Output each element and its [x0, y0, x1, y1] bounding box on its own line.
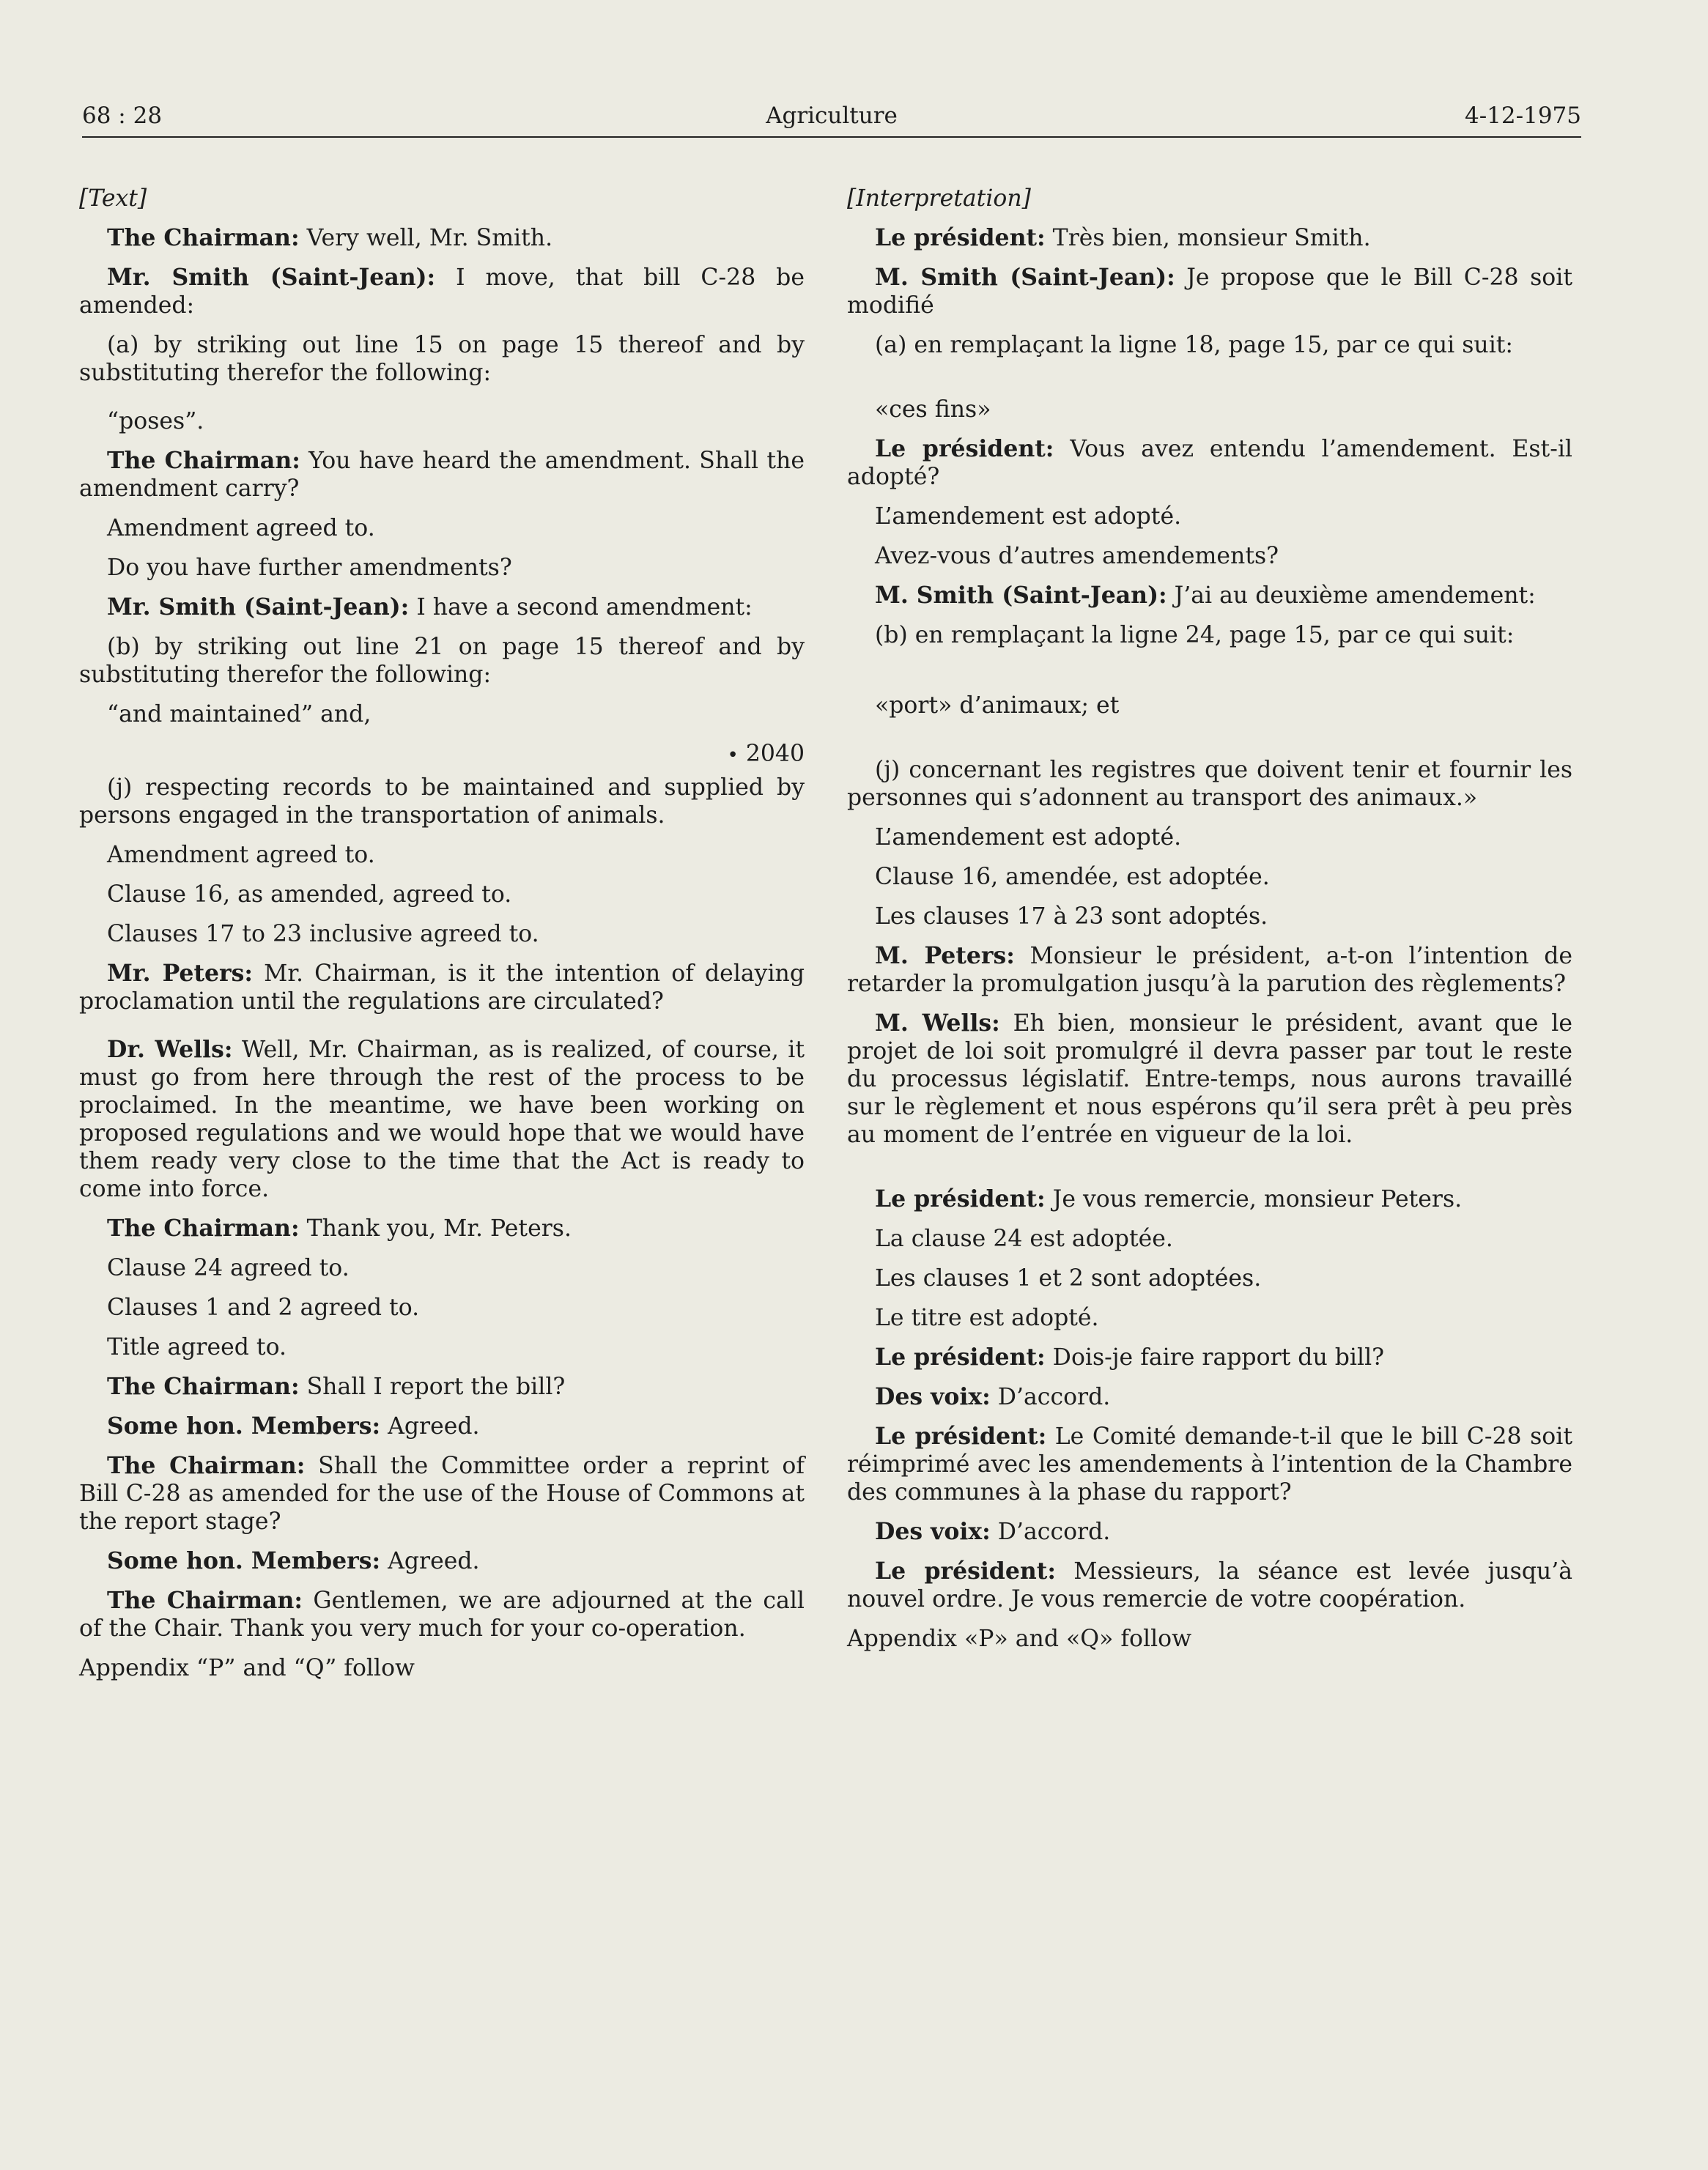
amendment-text: (b) en remplaçant la ligne 24, page 15, par ce qui suit:: [875, 622, 1515, 648]
speech-text: Le Comité demande-t-il que le bill C-28 soit réimprimé avec les amendements à l’intention de la Chambre des communes à la phase du rapport?: [847, 1423, 1572, 1506]
amendment-term: “poses”.: [107, 408, 204, 434]
speech-text: Shall the Committee order a reprint of Bill C-28 as amended for the use of the House of Commons at the report stage?: [79, 1453, 805, 1535]
speaker: M. Smith (Saint-Jean):: [875, 582, 1167, 609]
paragraph: Clause 24 agreed to.: [107, 1255, 350, 1281]
speaker: Some hon. Members:: [107, 1412, 381, 1440]
amendment-text: (b) by striking out line 21 on page 15 thereof and by substituting therefor the following:: [79, 634, 805, 688]
paragraph: L’amendement est adopté.: [875, 503, 1182, 530]
paragraph: [847, 264, 1572, 319]
speech-text: Shall I report the bill?: [299, 1374, 566, 1400]
speech-text: Je propose que le Bill C-28 soit modifié: [847, 264, 1572, 319]
speech-text: Very well, Mr. Smith.: [299, 225, 553, 251]
amendment-text: (j) concernant les registres que doivent tenir et fournir les personnes qui s’adonnent au transport des animaux.»: [847, 757, 1572, 811]
speaker: The Chairman:: [107, 1215, 300, 1242]
amendment-text: (a) by striking out line 15 on page 15 thereof and by substituting therefor the following:: [79, 332, 805, 386]
speech-text: D’accord.: [990, 1384, 1111, 1410]
speech-text: I have a second amendment:: [409, 594, 753, 621]
speech-text: Well, Mr. Chairman, as is realized, of course, it must go from here through the rest of the process to be proclaimed. In the meantime, we have been working on proposed regulations and we would hope that we would have them ready very close to the time that the Act is ready to come into force.: [79, 1037, 805, 1202]
speaker: The Chairman:: [107, 1373, 300, 1400]
paragraph: Do you have further amendments?: [107, 555, 512, 581]
speech-text: Gentlemen, we are adjourned at the call of the Chair. Thank you very much for your co-operation.: [79, 1588, 805, 1642]
paragraph: [79, 960, 805, 1015]
paragraph: La clause 24 est adoptée.: [875, 1226, 1173, 1252]
paragraph: [847, 1185, 1572, 1213]
speaker: Le président:: [875, 1344, 1046, 1371]
speaker: Le président:: [875, 1423, 1047, 1450]
paragraph: [847, 224, 1572, 252]
speaker: Le président:: [875, 435, 1054, 462]
timestamp-marker: [79, 740, 805, 769]
speech-text: D’accord.: [990, 1519, 1111, 1545]
paragraph: [79, 447, 805, 503]
speaker: Mr. Smith (Saint-Jean):: [107, 264, 436, 291]
speaker: M. Smith (Saint-Jean):: [875, 264, 1175, 291]
paragraph: [847, 582, 1572, 610]
speech-text: J’ai au deuxième amendement:: [1167, 582, 1536, 609]
speech-text: Très bien, monsieur Smith.: [1045, 225, 1371, 251]
paragraph: Les clauses 1 et 2 sont adoptées.: [875, 1265, 1262, 1292]
speaker: The Chairman:: [107, 447, 300, 474]
paragraph: Clause 16, amendée, est adoptée.: [875, 864, 1270, 890]
paragraph: [847, 1010, 1572, 1149]
amendment-term: «ces fins»: [875, 396, 991, 423]
speaker: M. Peters:: [875, 942, 1015, 969]
speaker: Mr. Peters:: [107, 960, 254, 987]
speech-text: Eh bien, monsieur le président, avant que le projet de loi soit promulgré il devra passer par tout le reste du processus législatif. Entre-temps, nous aurons travaillé sur le règlement et nous espérons qu’il sera prêt à peu près au moment de l’entrée en vigueur de la loi.: [847, 1010, 1573, 1148]
speaker: Mr. Smith (Saint-Jean):: [107, 593, 410, 621]
paragraph: [79, 1412, 805, 1440]
page-date: 4-12-1975: [1464, 103, 1581, 129]
paragraph: [847, 1423, 1572, 1506]
speaker: M. Wells:: [875, 1010, 1000, 1037]
amendment-text: (a) en remplaçant la ligne 18, page 15, par ce qui suit:: [875, 332, 1514, 358]
amendment-term: «port» d’animaux; et: [875, 692, 1120, 719]
paragraph: Amendment agreed to.: [107, 515, 375, 541]
speaker: Des voix:: [875, 1518, 991, 1545]
paragraph: [79, 1587, 805, 1643]
amendment-term: “and maintained” and,: [107, 701, 371, 727]
speech-text: You have heard the amendment. Shall the amendment carry?: [79, 448, 805, 502]
paragraph: Le titre est adopté.: [875, 1305, 1099, 1331]
speaker: Le président:: [875, 1185, 1046, 1212]
speech-text: Mr. Chairman, is it the intention of delaying proclamation until the regulations are circulated?: [79, 960, 805, 1015]
paragraph: Clauses 1 and 2 agreed to.: [107, 1295, 420, 1321]
paragraph: [79, 1547, 805, 1575]
paragraph: [79, 1452, 805, 1536]
paragraph: [79, 1036, 805, 1203]
paragraph: [847, 435, 1572, 491]
appendix-note: Appendix “P” and “Q” follow: [79, 1655, 415, 1681]
section-label: [Interpretation]: [847, 185, 1031, 212]
section-label: [Text]: [79, 185, 147, 212]
appendix-note: Appendix «P» and «Q» follow: [847, 1626, 1192, 1652]
bullet-icon: •: [727, 744, 739, 766]
speech-text: Agreed.: [380, 1548, 480, 1574]
speaker: Des voix:: [875, 1383, 991, 1410]
speech-text: Je vous remercie, monsieur Peters.: [1045, 1186, 1463, 1212]
paragraph: [847, 1558, 1572, 1613]
page-number: 68 : 28: [82, 103, 163, 129]
paragraph: Title agreed to.: [107, 1334, 287, 1360]
amendment-text: (j) respecting records to be maintained and supplied by persons engaged in the transportation of animals.: [79, 774, 805, 829]
speech-text: Dois-je faire rapport du bill?: [1045, 1344, 1385, 1371]
paragraph: [847, 942, 1572, 998]
running-title: Agriculture: [766, 103, 898, 129]
speaker: Le président:: [875, 224, 1046, 251]
paragraph: [847, 1518, 1572, 1546]
french-column: [847, 185, 1572, 1664]
speaker: The Chairman:: [107, 1452, 306, 1479]
paragraph: [79, 264, 805, 319]
speech-text: Vous avez entendu l’amendement. Est-il adopté?: [847, 436, 1572, 490]
header-rule: [82, 136, 1581, 138]
speech-text: Messieurs, la séance est levée jusqu’à nouvel ordre. Je vous remercie de votre coopération.: [847, 1558, 1573, 1612]
paragraph: Clause 16, as amended, agreed to.: [107, 881, 512, 908]
speaker: The Chairman:: [107, 224, 300, 251]
paragraph: [847, 1383, 1572, 1411]
english-column: [79, 185, 805, 1694]
paragraph: Amendment agreed to.: [107, 842, 375, 868]
paragraph: Clauses 17 to 23 inclusive agreed to.: [107, 921, 539, 947]
paragraph: L’amendement est adopté.: [875, 824, 1182, 851]
speaker: Dr. Wells:: [107, 1036, 233, 1063]
paragraph: [847, 1344, 1572, 1371]
speech-text: I move, that bill C-28 be amended:: [79, 264, 805, 319]
paragraph: Avez-vous d’autres amendements?: [875, 543, 1279, 569]
paragraph: Les clauses 17 à 23 sont adoptés.: [875, 903, 1268, 930]
paragraph: [79, 1373, 805, 1401]
speaker: Some hon. Members:: [107, 1547, 381, 1574]
speech-text: Agreed.: [380, 1413, 480, 1440]
page-header: [82, 103, 1581, 129]
timestamp: 2040: [738, 741, 805, 767]
speaker: The Chairman:: [107, 1587, 303, 1614]
speech-text: Monsieur le président, a-t-on l’intention de retarder la promulgation jusqu’à la parution des règlements?: [847, 943, 1573, 997]
speaker: Le président:: [875, 1558, 1056, 1585]
paragraph: [79, 224, 805, 252]
speech-text: Thank you, Mr. Peters.: [299, 1215, 572, 1242]
paragraph: [79, 593, 805, 621]
paragraph: [79, 1215, 805, 1243]
